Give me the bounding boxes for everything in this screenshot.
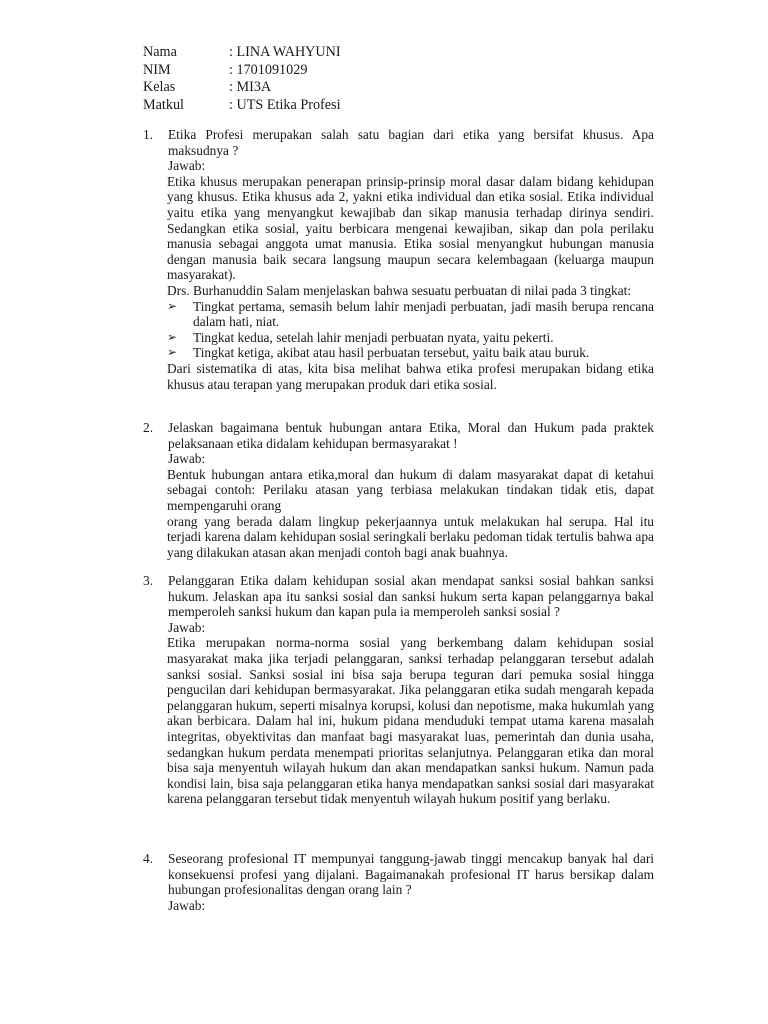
question-text: Etika Profesi merupakan salah satu bagian dari etika yang bersifat khusus. Apa maksudnya ? [168,127,654,158]
header-row-kelas [143,79,603,97]
header-value: : UTS Etika Profesi [229,96,341,113]
bullet-item [167,345,654,361]
answer-paragraph: Etika merupakan norma-norma sosial yang berkembang dalam kehidupan sosial masyarakat maka jika terjadi pelanggaran, sanksi terhadap pelanggaran tersebut adalah sanksi sosial. Sanksi sosial ini bisa saja berupa teguran dari pemuka sosial hingga pengucilan dari kehidupan bermasyarakat. Jika pelanggaran etika sudah mengarah kepada pelanggaran hukum, seperti misalnya korupsi, kolusi dan nepotisme, maka hukumlah yang akan berbicara. Dalam hal ini, hukum pidana menduduki tempat utama karena masalah integritas, obyektivitas dan manfaat bagi masyarakat luas, pemerintah dan dunia usaha, sedangkan hukum perdata menempati prioritas selanjutnya. Pelanggaran etika dan moral bisa saja menyentuh wilayah hukum dan akan mendapatkan sanksi hukum. Namun pada kondisi lain, bisa saja pelanggaran etika hanya mendapatkan sanksi sosial dari masyarakat karena pelanggaran tersebut tidak menyentuh wilayah hukum positif yang berlaku. [167,635,654,807]
bullet-item [167,299,654,330]
question-4-block [143,851,654,913]
answer-paragraph: Dari sistematika di atas, kita bisa melihat bahwa etika profesi merupakan bidang etika khusus atau terapan yang merupakan produk dari etika sosial. [167,360,654,392]
question-number: 1. [143,127,154,142]
header-label: NIM [143,61,171,78]
arrow-bullet-icon: ➢ [167,298,178,313]
answer-paragraph: Etika khusus merupakan penerapan prinsip-prinsip moral dasar dalam bidang kehidupan yang khusus. Etika khusus ada 2, yakni etika individual dan etika sosial. Etika individual yaitu etika yang menyangkut kewajibab dan sikap manusia terhadap dirinya sendiri. Sedangkan etika sosial, yaitu berbicara mengenai kewajiban, sikap dan pola perilaku manusia sebagai anggota umat manusia. Etika sosial menyangkut hubungan manusia dengan manusia baik secara langsung maupun secara kelembagaan (keluarga maupun masyarakat). [167,173,654,283]
student-info-header [143,44,603,114]
header-label: Kelas [143,79,176,96]
jawab-label: Jawab: [168,158,206,174]
bullet-text: Tingkat kedua, setelah lahir menjadi perbuatan nyata, yaitu pekerti. [193,329,554,345]
bullet-text: Tingkat pertama, semasih belum lahir menjadi perbuatan, jadi masih berupa rencana dalam hati, niat. [193,298,654,330]
header-label: Nama [143,44,177,60]
question-text: Jelaskan bagaimana bentuk hubungan antara Etika, Moral dan Hukum pada praktek pelaksanaan etika didalam kehidupan bermasyarakat ! [168,420,654,451]
question-2 [143,420,654,451]
question-1-block [143,127,654,392]
header-value: : MI3A [229,79,272,96]
jawab-label: Jawab: [168,451,206,467]
answer-paragraph: Bentuk hubungan antara etika,moral dan hukum di dalam masyarakat dapat di ketahui sebagai contoh: Perilaku atasan yang terbiasa melakukan tindakan tidak etis, dapat mempengaruhi orang [167,466,654,513]
header-row-matkul [143,97,603,115]
header-row-nama [143,44,603,62]
answer-paragraph: orang yang berada dalam lingkup pekerjaannya untuk melakukan hal serupa. Hal itu terjadi karena dalam kehidupan sosial seringkali berlaku pedoman tidak tertulis bahwa apa yang dilakukan atasan akan menjadi contoh bagi anak buahnya. [167,513,654,560]
question-number: 4. [143,851,154,866]
arrow-bullet-icon: ➢ [167,345,178,360]
question-text: Pelanggaran Etika dalam kehidupan sosial akan mendapat sanksi sosial bahkan sanksi hukum. Jelaskan apa itu sanksi sosial dan sanksi hukum serta kapan pelanggarnya bakal memperoleh sanksi hukum dan kapan pula ia memperoleh sanksi sosial ? [168,573,654,620]
bullet-list [143,299,654,361]
question-number: 2. [143,420,154,435]
jawab-label: Jawab: [168,619,206,635]
question-number: 3. [143,573,154,588]
header-value: : 1701091029 [229,61,308,78]
header-value: : LINA WAHYUNI [229,44,341,60]
question-2-block [143,420,654,560]
question-1 [143,127,654,158]
bullet-item [167,330,654,346]
answer-paragraph: Drs. Burhanuddin Salam menjelaskan bahwa sesuatu perbuatan di nilai pada 3 tingkat: [167,282,632,298]
jawab-label: Jawab: [168,897,206,913]
question-text: Seseorang profesional IT mempunyai tanggung-jawab tinggi mencakup banyak hal dari konsekuensi profesi yang dijalani. Bagaimanakah profesional IT harus bersikap dalam hubungan profesionalitas dengan orang lain ? [168,851,654,898]
question-3 [143,573,654,620]
bullet-text: Tingkat ketiga, akibat atau hasil perbuatan tersebut, yaitu baik atau buruk. [193,345,590,361]
header-label: Matkul [143,96,184,113]
arrow-bullet-icon: ➢ [167,329,178,344]
question-4 [143,851,654,898]
header-row-nim [143,62,603,80]
question-3-block [143,573,654,807]
